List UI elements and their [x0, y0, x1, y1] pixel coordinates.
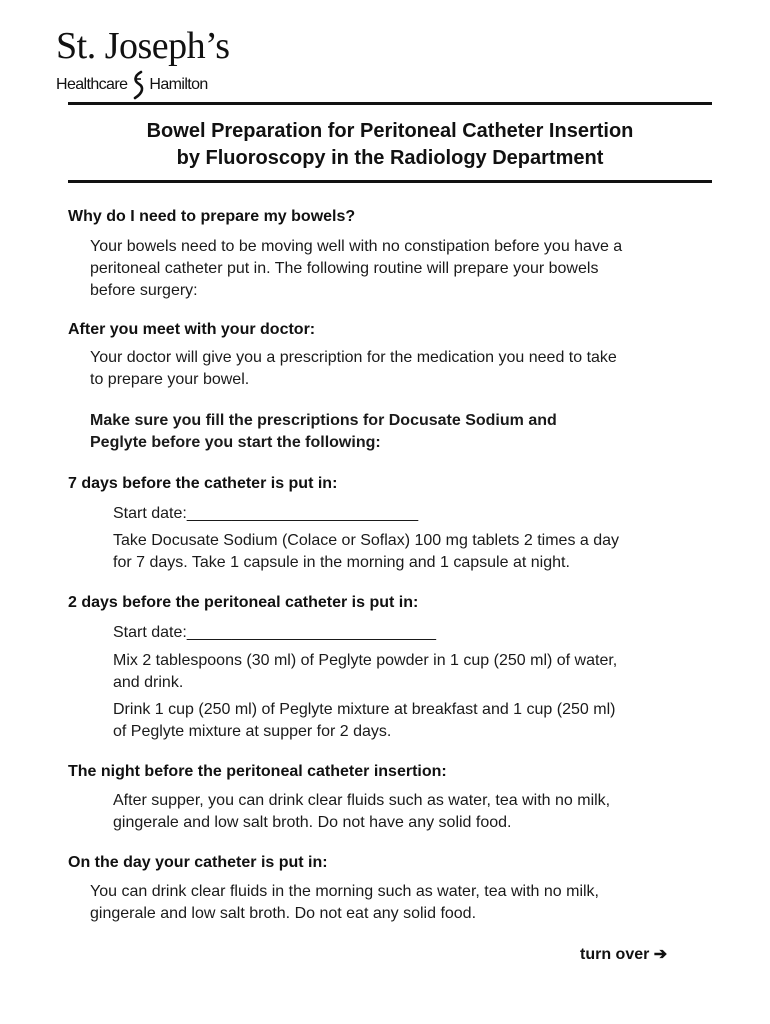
- day-of-text: [90, 881, 690, 925]
- logo-sub-right: Hamilton: [149, 76, 208, 93]
- night-before-text: [113, 790, 693, 834]
- turn-over-label: [580, 944, 667, 964]
- day-of-line-2: gingerale and low salt broth. Do not eat any solid food.: [90, 905, 477, 922]
- why-line-2: peritoneal catheter put in. The following routine will prepare your bowels: [90, 260, 599, 277]
- heading-after-doctor: After you meet with your doctor:: [68, 321, 316, 338]
- heading-why: Why do I need to prepare my bowels?: [68, 208, 356, 225]
- seven-days-text: [113, 530, 693, 574]
- two-days-drink-line-2: of Peglyte mixture at supper for 2 days.: [113, 723, 392, 740]
- logo-name: St. Joseph’s: [56, 25, 230, 67]
- two-days-mix-text: [113, 650, 693, 694]
- heading-night-before: The night before the peritoneal catheter insertion:: [68, 763, 447, 780]
- two-days-drink-line-1: Drink 1 cup (250 ml) of Peglyte mixture at breakfast and 1 cup (250 ml): [113, 701, 616, 718]
- heading-2-days: 2 days before the peritoneal catheter is put in:: [68, 594, 419, 611]
- header-rule-top: [68, 102, 712, 105]
- right-arrow-icon: ➔: [653, 946, 668, 963]
- turn-over-text: turn over: [580, 946, 650, 963]
- logo: [56, 26, 229, 100]
- header-rule-bottom: [68, 180, 712, 183]
- logo-subtitle: [56, 70, 229, 100]
- why-line-3: before surgery:: [90, 282, 198, 299]
- two-days-mix-line-1: Mix 2 tablespoons (30 ml) of Peglyte powder in 1 cup (250 ml) of water,: [113, 652, 618, 669]
- heading-7-days: 7 days before the catheter is put in:: [68, 475, 338, 492]
- day-of-line-1: You can drink clear fluids in the morning such as water, tea with no milk,: [90, 883, 599, 900]
- seven-days-line-1: Take Docusate Sodium (Colace or Soflax) 100 mg tablets 2 times a day: [113, 532, 620, 549]
- why-line-1: Your bowels need to be moving well with no constipation before you have a: [90, 238, 623, 255]
- heading-day-of: On the day your catheter is put in:: [68, 854, 328, 871]
- after-doctor-text: [90, 347, 690, 391]
- two-days-mix-line-2: and drink.: [113, 674, 184, 691]
- prescription-notice-line-2: Peglyte before you start the following:: [90, 434, 381, 451]
- title-line-1: Bowel Preparation for Peritoneal Catheter Insertion: [146, 120, 634, 142]
- seven-days-line-2: for 7 days. Take 1 capsule in the morning and 1 capsule at night.: [113, 554, 570, 571]
- after-doctor-line-2: to prepare your bowel.: [90, 371, 250, 388]
- why-text: [90, 236, 690, 302]
- start-date-7-days[interactable]: Start date:__________________________: [113, 505, 419, 522]
- after-doctor-line-1: Your doctor will give you a prescription for the medication you need to take: [90, 349, 617, 366]
- night-before-line-2: gingerale and low salt broth. Do not have any solid food.: [113, 814, 512, 831]
- start-date-2-days[interactable]: Start date:____________________________: [113, 624, 436, 641]
- night-before-line-1: After supper, you can drink clear fluids such as water, tea with no milk,: [113, 792, 611, 809]
- logo-mark-icon: [131, 70, 145, 100]
- title-line-2: by Fluoroscopy in the Radiology Department: [176, 147, 604, 169]
- two-days-drink-text: [113, 699, 693, 743]
- prescription-notice-line-1: Make sure you fill the prescriptions for Docusate Sodium and: [90, 412, 557, 429]
- prescription-notice: [90, 410, 690, 454]
- logo-sub-left: Healthcare: [56, 76, 128, 93]
- page-title: [68, 118, 712, 172]
